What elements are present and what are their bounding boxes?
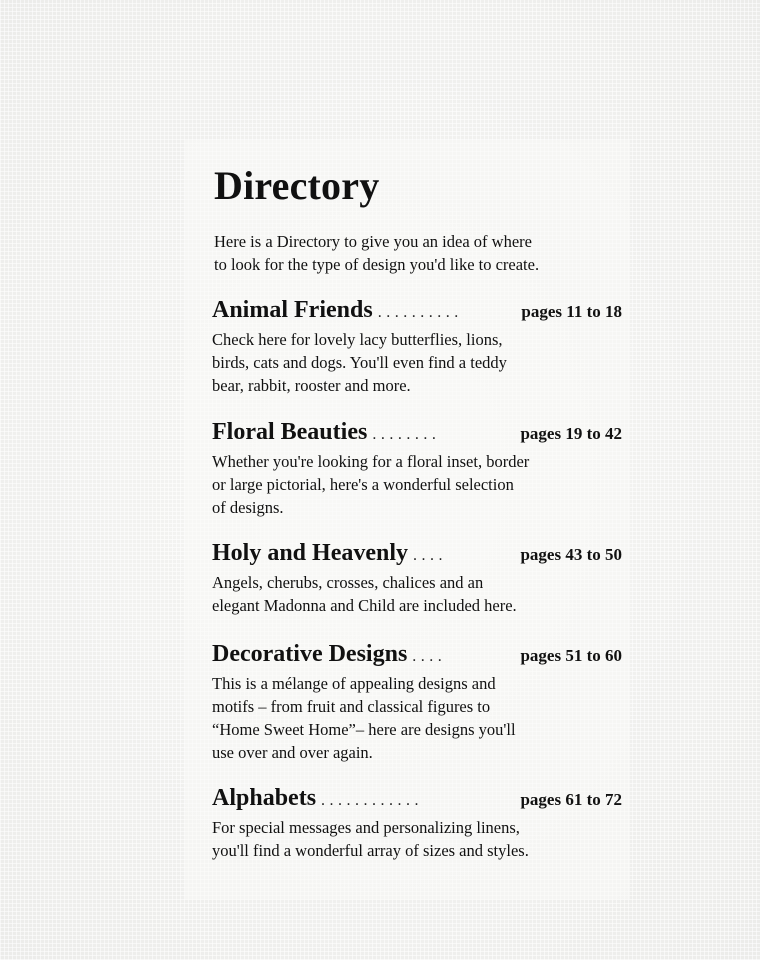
page-range: pages 43 to 50 — [520, 545, 622, 564]
page-range: pages 61 to 72 — [520, 790, 622, 809]
dot-leader: .......... — [377, 304, 463, 321]
description-line: use over and over again. — [212, 743, 373, 762]
page-range: pages 19 to 42 — [520, 424, 622, 443]
section-heading — [212, 782, 622, 818]
section-description — [212, 328, 622, 397]
description-line: Whether you're looking for a floral inset, border — [212, 452, 530, 471]
section-description — [212, 571, 622, 617]
section-heading — [212, 294, 622, 330]
intro-line: Here is a Directory to give you an idea of where — [214, 232, 532, 251]
intro-paragraph — [214, 230, 614, 276]
section-description — [212, 816, 622, 862]
section-title: Holy and Heavenly — [212, 540, 409, 566]
dot-leader: .... — [412, 648, 447, 665]
section-description — [212, 450, 622, 519]
section-floral-beauties — [212, 416, 622, 519]
section-decorative-designs — [212, 638, 622, 764]
section-title: Alphabets — [212, 785, 317, 811]
description-line: of designs. — [212, 498, 284, 517]
section-animal-friends — [212, 294, 622, 397]
description-line: This is a mélange of appealing designs and — [212, 674, 496, 693]
description-line: motifs – from fruit and classical figures to — [212, 697, 491, 716]
description-line: For special messages and personalizing linens, — [212, 818, 520, 837]
section-title: Floral Beauties — [212, 419, 368, 445]
section-alphabets — [212, 782, 622, 862]
section-title: Decorative Designs — [212, 641, 408, 667]
section-description — [212, 672, 622, 764]
section-holy-and-heavenly — [212, 537, 622, 617]
section-title: Animal Friends — [212, 297, 373, 323]
intro-line: to look for the type of design you'd like to create. — [214, 255, 540, 274]
page-range: pages 51 to 60 — [520, 646, 622, 665]
description-line: bear, rabbit, rooster and more. — [212, 376, 411, 395]
dot-leader: ............ — [321, 792, 424, 809]
dot-leader: ........ — [372, 426, 441, 443]
page-range: pages 11 to 18 — [521, 302, 622, 321]
description-line: birds, cats and dogs. You'll even find a teddy — [212, 353, 507, 372]
section-heading — [212, 537, 622, 573]
section-heading — [212, 416, 622, 452]
description-line: elegant Madonna and Child are included here. — [212, 596, 517, 615]
dot-leader: .... — [413, 547, 448, 564]
description-line: “Home Sweet Home”– here are designs you'll — [212, 720, 516, 739]
description-line: or large pictorial, here's a wonderful selection — [212, 475, 514, 494]
description-line: Angels, cherubs, crosses, chalices and an — [212, 573, 484, 592]
description-line: Check here for lovely lacy butterflies, lions, — [212, 330, 503, 349]
section-heading — [212, 638, 622, 674]
page-title: Directory — [214, 163, 380, 208]
description-line: you'll find a wonderful array of sizes and styles. — [212, 841, 529, 860]
